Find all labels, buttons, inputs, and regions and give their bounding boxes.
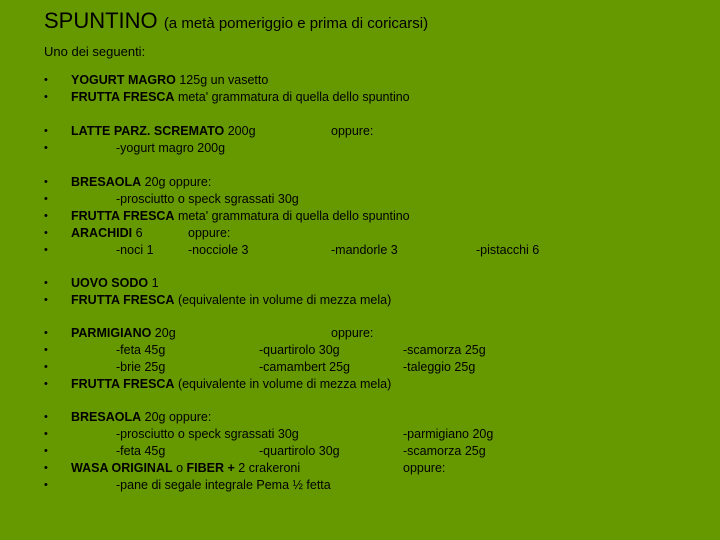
list-item xyxy=(0,191,720,208)
list-item xyxy=(0,225,720,242)
alternative-item: -yogurt magro 200g xyxy=(116,141,226,155)
title-main: SPUNTINO xyxy=(44,8,158,33)
food-name: PARMIGIANO xyxy=(71,326,152,340)
alternative-item: -quartirolo 30g xyxy=(259,343,340,357)
bullet-icon: • xyxy=(44,411,48,423)
alternative-item: -quartirolo 30g xyxy=(259,444,340,458)
bullet-icon: • xyxy=(44,277,48,289)
list-item xyxy=(0,342,720,359)
food-name: BRESAOLA xyxy=(71,410,142,424)
bullet-icon: • xyxy=(44,462,48,474)
food-detail: 1 xyxy=(148,276,159,290)
alternative-label: oppure: xyxy=(188,226,231,240)
alternative-item: -noci 1 xyxy=(116,243,154,257)
bullet-icon: • xyxy=(44,74,48,86)
bullet-icon: • xyxy=(44,428,48,440)
list-item xyxy=(0,89,720,106)
alternative-item: -mandorle 3 xyxy=(331,243,398,257)
bullet-icon: • xyxy=(44,294,48,306)
bullet-icon: • xyxy=(44,227,48,239)
option-group-latte xyxy=(0,123,720,157)
food-name: YOGURT MAGRO xyxy=(71,73,176,87)
option-group-uovo xyxy=(0,275,720,309)
food-detail: 20g oppure: xyxy=(141,175,212,189)
alternative-item: -camambert 25g xyxy=(259,360,351,374)
title-subtitle: (a metà pomeriggio e prima di coricarsi) xyxy=(163,15,429,32)
food-detail: 6 xyxy=(132,226,143,240)
list-item xyxy=(0,242,720,259)
alternative-item: -feta 45g xyxy=(116,343,166,357)
option-group-bresaola-wasa xyxy=(0,409,720,494)
option-group-bresaola-arachidi xyxy=(0,174,720,259)
food-name: BRESAOLA xyxy=(71,175,142,189)
list-item xyxy=(0,275,720,292)
food-name: UOVO SODO xyxy=(71,276,149,290)
bullet-icon: • xyxy=(44,445,48,457)
food-detail: 125g un vasetto xyxy=(175,73,269,87)
list-item xyxy=(0,409,720,426)
list-item xyxy=(0,292,720,309)
alternative-item: -feta 45g xyxy=(116,444,166,458)
bullet-icon: • xyxy=(44,361,48,373)
bullet-icon: • xyxy=(44,344,48,356)
list-item xyxy=(0,174,720,191)
list-item xyxy=(0,140,720,157)
alternative-label: oppure: xyxy=(331,326,374,340)
alternative-item: -scamorza 25g xyxy=(403,444,486,458)
food-name: ARACHIDI xyxy=(71,226,133,240)
food-name: FRUTTA FRESCA xyxy=(71,377,175,391)
list-item xyxy=(0,460,720,477)
intro-text: Uno dei seguenti: xyxy=(44,44,146,59)
food-name: FIBER + xyxy=(186,461,235,475)
alternative-item: -prosciutto o speck sgrassati 30g xyxy=(116,192,299,206)
option-group-yogurt xyxy=(0,72,720,106)
food-detail: meta' grammatura di quella dello spuntino xyxy=(174,90,410,104)
list-item xyxy=(0,208,720,225)
alternative-item: -nocciole 3 xyxy=(188,243,249,257)
food-detail: 2 crakeroni xyxy=(234,461,301,475)
food-name: FRUTTA FRESCA xyxy=(71,90,175,104)
bullet-icon: • xyxy=(44,193,48,205)
bullet-icon: • xyxy=(44,142,48,154)
food-detail: 200g xyxy=(224,124,256,138)
page-title xyxy=(44,8,428,34)
list-item xyxy=(0,443,720,460)
bullet-icon: • xyxy=(44,378,48,390)
food-name: FRUTTA FRESCA xyxy=(71,209,175,223)
list-item xyxy=(0,477,720,494)
list-item xyxy=(0,325,720,342)
food-detail: meta' grammatura di quella dello spuntino xyxy=(174,209,410,223)
bullet-icon: • xyxy=(44,176,48,188)
alternative-item: -brie 25g xyxy=(116,360,166,374)
food-detail: o xyxy=(172,461,187,475)
bullet-icon: • xyxy=(44,125,48,137)
alternative-item: -scamorza 25g xyxy=(403,343,486,357)
alternative-label: oppure: xyxy=(331,124,374,138)
option-group-parmigiano xyxy=(0,325,720,393)
list-item xyxy=(0,426,720,443)
alternative-label: oppure: xyxy=(403,461,446,475)
food-detail: (equivalente in volume di mezza mela) xyxy=(174,377,392,391)
list-item xyxy=(0,123,720,140)
list-item xyxy=(0,359,720,376)
alternative-item: -pistacchi 6 xyxy=(476,243,540,257)
food-name: LATTE PARZ. SCREMATO xyxy=(71,124,225,138)
food-detail: 20g xyxy=(151,326,176,340)
food-detail: (equivalente in volume di mezza mela) xyxy=(174,293,392,307)
alternative-item: -pane di segale integrale Pema ½ fetta xyxy=(116,478,331,492)
alternative-item: -taleggio 25g xyxy=(403,360,476,374)
list-item xyxy=(0,72,720,89)
bullet-icon: • xyxy=(44,479,48,491)
food-name: WASA ORIGINAL xyxy=(71,461,173,475)
food-name: FRUTTA FRESCA xyxy=(71,293,175,307)
bullet-icon: • xyxy=(44,327,48,339)
bullet-icon: • xyxy=(44,210,48,222)
alternative-item: -prosciutto o speck sgrassati 30g xyxy=(116,427,299,441)
bullet-icon: • xyxy=(44,91,48,103)
alternative-item: -parmigiano 20g xyxy=(403,427,494,441)
bullet-icon: • xyxy=(44,244,48,256)
list-item xyxy=(0,376,720,393)
food-detail: 20g oppure: xyxy=(141,410,212,424)
